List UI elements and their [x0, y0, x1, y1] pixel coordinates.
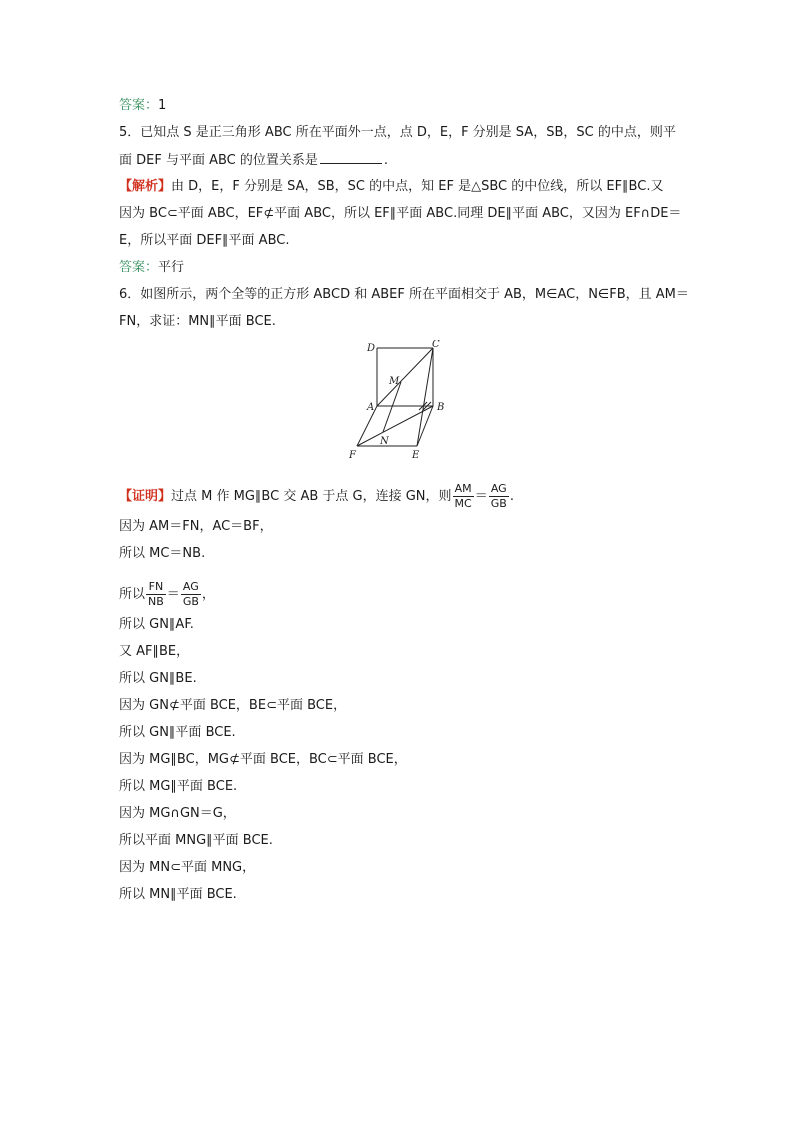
fraction-numerator: AM	[453, 482, 474, 497]
geometry-figure	[345, 340, 455, 465]
proof-line-fraction	[119, 580, 215, 609]
analysis-line-2: 因为 BC⊂平面 ABC，EF⊄平面 ABC，所以 EF∥平面 ABC.同理 DE∥平面 ABC，又因为 EF∩DE＝	[119, 206, 682, 221]
fraction-numerator: AG	[181, 580, 201, 595]
fraction-denominator: GB	[182, 595, 199, 608]
period: .	[509, 489, 514, 504]
label-b: B	[437, 402, 445, 413]
proof-text-1: 过点 M 作 MG∥BC 交 AB 于点 G，连接 GN，则	[171, 489, 452, 504]
answer-line-2	[119, 259, 184, 277]
fraction-ag-gb	[489, 482, 509, 511]
fraction-denominator: GB	[490, 497, 507, 510]
answer-blank	[320, 151, 382, 164]
equals-sign: ＝	[166, 587, 180, 602]
proof-step: 又 AF∥BE，	[119, 644, 190, 659]
fraction-denominator: MC	[454, 497, 472, 510]
label-n: N	[380, 436, 389, 447]
label-f: F	[349, 450, 356, 461]
proof-step: 所以 GN∥平面 BCE.	[119, 725, 236, 740]
question-6-line-1: 6．如图所示，两个全等的正方形 ABCD 和 ABEF 所在平面相交于 AB，M∈AC，N∈FB，且 AM＝	[119, 287, 689, 302]
answer-line-1	[119, 97, 166, 115]
proof-step: 因为 MG∩GN＝G，	[119, 806, 236, 821]
question-6-line-2: FN，求证：MN∥平面 BCE.	[119, 314, 276, 329]
proof-step: 因为 MG∥BC，MG⊄平面 BCE，BC⊂平面 BCE，	[119, 752, 407, 767]
answer-label: 答案：	[119, 98, 159, 113]
label-c: C	[432, 340, 440, 350]
proof-step: 所以 GN∥BE.	[119, 671, 197, 686]
equals-sign: ＝	[474, 489, 488, 504]
proof-step: 所以 GN∥AF.	[119, 617, 194, 632]
proof-step: 因为 MN⊂平面 MNG，	[119, 860, 256, 875]
analysis-tag: 【解析】	[119, 179, 172, 194]
question-5-period: .	[383, 153, 389, 168]
fraction-ag-gb	[181, 580, 201, 609]
question-5-line-1: 5．已知点 S 是正三角形 ABC 所在平面外一点，点 D，E，F 分别是 SA，SB，SC 的中点，则平	[119, 125, 676, 140]
fraction-numerator: FN	[146, 580, 166, 595]
edge-be	[417, 406, 433, 446]
question-5-line-2	[119, 151, 388, 170]
answer-value: 1	[158, 98, 167, 113]
fraction-numerator: AG	[489, 482, 509, 497]
analysis-text-1: 由 D，E，F 分别是 SA，SB，SC 的中点，知 EF 是△SBC 的中位线，所以 EF∥BC.又	[171, 179, 664, 194]
fraction-am-mc	[453, 482, 474, 511]
label-d: D	[367, 343, 376, 354]
label-a: A	[367, 402, 375, 413]
proof-step: 所以 MN∥平面 BCE.	[119, 887, 237, 902]
label-e: E	[412, 450, 420, 461]
answer-value: 平行	[158, 260, 185, 275]
answer-label: 答案：	[119, 260, 159, 275]
two-squares-diagram	[345, 340, 455, 465]
analysis-line-3: E，所以平面 DEF∥平面 ABC.	[119, 233, 290, 248]
proof-step: 所以平面 MNG∥平面 BCE.	[119, 833, 273, 848]
proof-step: 因为 AM＝FN，AC＝BF，	[119, 519, 273, 534]
proof-step: 因为 GN⊄平面 BCE，BE⊂平面 BCE，	[119, 698, 347, 713]
question-5-text: 面 DEF 与平面 ABC 的位置关系是	[119, 153, 318, 168]
fraction-denominator: NB	[148, 595, 164, 608]
comma: ，	[201, 587, 215, 602]
proof-text-so: 所以	[119, 587, 146, 602]
proof-line-1	[119, 482, 514, 511]
proof-tag: 【证明】	[119, 489, 172, 504]
analysis-line-1	[119, 178, 663, 196]
proof-step: 所以 MC＝NB.	[119, 546, 206, 561]
proof-step: 所以 MG∥平面 BCE.	[119, 779, 238, 794]
label-m: M	[389, 376, 400, 387]
fraction-fn-nb	[146, 580, 166, 609]
